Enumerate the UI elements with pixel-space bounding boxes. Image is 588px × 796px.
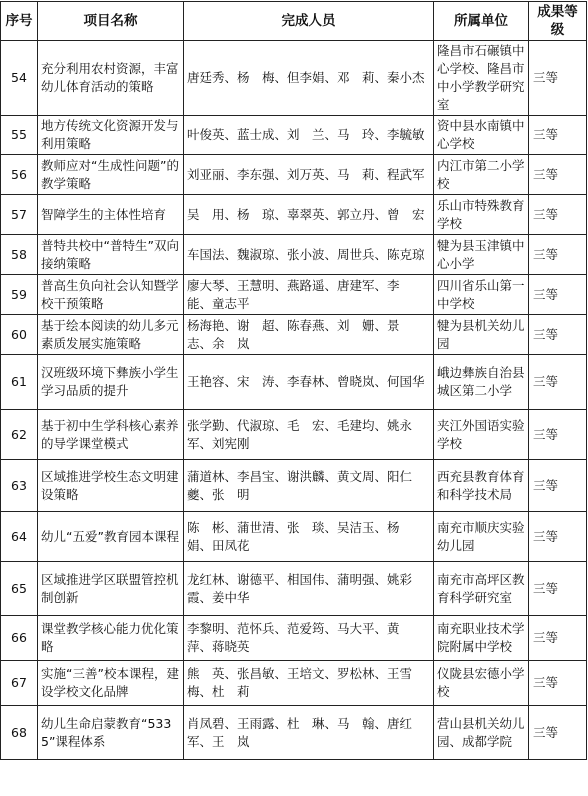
table-row <box>1 315 587 355</box>
members-cell: 叶俊英、蓝士成、刘 兰、马 玲、李毓敏 <box>184 116 434 155</box>
members-cell: 陈 彬、蒲世清、张 琰、吴洁玉、杨 娟、田凤花 <box>184 512 434 562</box>
table-row <box>1 235 587 275</box>
unit-cell: 西充县教育体育和科学技术局 <box>434 460 529 512</box>
grade-cell: 三等 <box>529 562 587 616</box>
members-cell: 李黎明、范怀兵、范爱筠、马大平、黄 萍、蒋晓英 <box>184 616 434 661</box>
table-row <box>1 616 587 661</box>
serial-cell: 65 <box>1 562 38 616</box>
members-cell: 蒲道林、李昌宝、谢洪麟、黄文周、阳仁夔、张 明 <box>184 460 434 512</box>
grade-cell: 三等 <box>529 315 587 355</box>
grade-cell: 三等 <box>529 155 587 195</box>
unit-cell: 犍为县玉津镇中心小学 <box>434 235 529 275</box>
header-grade: 成果等级 <box>529 2 587 41</box>
grade-cell: 三等 <box>529 616 587 661</box>
serial-cell: 55 <box>1 116 38 155</box>
project-name-cell: 幼儿生命启蒙教育“5335”课程体系 <box>38 706 184 760</box>
grade-cell: 三等 <box>529 706 587 760</box>
table-body <box>1 41 587 760</box>
members-cell: 刘亚丽、李东强、刘万英、马 莉、程武军 <box>184 155 434 195</box>
project-name-cell: 实施“三善”校本课程，建设学校文化品牌 <box>38 661 184 706</box>
members-cell: 龙红林、谢德平、相国伟、蒲明强、姚彩霞、姜中华 <box>184 562 434 616</box>
serial-cell: 60 <box>1 315 38 355</box>
unit-cell: 隆昌市石碾镇中心学校、隆昌市中小学教学研究室 <box>434 41 529 116</box>
table-row <box>1 41 587 116</box>
project-name-cell: 区域推进学校生态文明建设策略 <box>38 460 184 512</box>
grade-cell: 三等 <box>529 195 587 235</box>
grade-cell: 三等 <box>529 661 587 706</box>
grade-cell: 三等 <box>529 275 587 315</box>
grade-cell: 三等 <box>529 355 587 410</box>
serial-cell: 64 <box>1 512 38 562</box>
serial-cell: 66 <box>1 616 38 661</box>
project-name-cell: 充分利用农村资源，丰富幼儿体育活动的策略 <box>38 41 184 116</box>
project-name-cell: 基于初中生学科核心素养的导学课堂模式 <box>38 410 184 460</box>
serial-cell: 57 <box>1 195 38 235</box>
serial-cell: 59 <box>1 275 38 315</box>
members-cell: 张学勤、代淑琼、毛 宏、毛建均、姚永军、刘宪刚 <box>184 410 434 460</box>
serial-cell: 63 <box>1 460 38 512</box>
project-name-cell: 教师应对“生成性问题”的教学策略 <box>38 155 184 195</box>
header-serial: 序号 <box>1 2 38 41</box>
header-unit: 所属单位 <box>434 2 529 41</box>
serial-cell: 67 <box>1 661 38 706</box>
unit-cell: 乐山市特殊教育学校 <box>434 195 529 235</box>
table-row <box>1 195 587 235</box>
grade-cell: 三等 <box>529 460 587 512</box>
project-name-cell: 地方传统文化资源开发与利用策略 <box>38 116 184 155</box>
unit-cell: 夹江外国语实验学校 <box>434 410 529 460</box>
grade-cell: 三等 <box>529 116 587 155</box>
grade-cell: 三等 <box>529 41 587 116</box>
awards-table <box>0 1 587 760</box>
members-cell: 熊 英、张昌敏、王培文、罗松林、王雪梅、杜 莉 <box>184 661 434 706</box>
table-row <box>1 410 587 460</box>
table-row <box>1 355 587 410</box>
project-name-cell: 智障学生的主体性培育 <box>38 195 184 235</box>
grade-cell: 三等 <box>529 235 587 275</box>
project-name-cell: 区域推进学区联盟管控机制创新 <box>38 562 184 616</box>
serial-cell: 62 <box>1 410 38 460</box>
serial-cell: 68 <box>1 706 38 760</box>
project-name-cell: 普特共校中“普特生”双向接纳策略 <box>38 235 184 275</box>
serial-cell: 58 <box>1 235 38 275</box>
table-row <box>1 116 587 155</box>
unit-cell: 南充市高坪区教育科学研究室 <box>434 562 529 616</box>
members-cell: 唐廷秀、杨 梅、但李娟、邓 莉、秦小杰 <box>184 41 434 116</box>
project-name-cell: 普高生负向社会认知暨学校干预策略 <box>38 275 184 315</box>
table-row <box>1 155 587 195</box>
serial-cell: 56 <box>1 155 38 195</box>
table-row <box>1 275 587 315</box>
header-members: 完成人员 <box>184 2 434 41</box>
members-cell: 吴 用、杨 琼、辜翠英、郭立丹、曾 宏 <box>184 195 434 235</box>
table-row <box>1 706 587 760</box>
header-project-name: 项目名称 <box>38 2 184 41</box>
unit-cell: 内江市第二小学校 <box>434 155 529 195</box>
table-row <box>1 512 587 562</box>
unit-cell: 南充职业技术学院附属中学校 <box>434 616 529 661</box>
project-name-cell: 基于绘本阅读的幼儿多元素质发展实施策略 <box>38 315 184 355</box>
unit-cell: 四川省乐山第一中学校 <box>434 275 529 315</box>
unit-cell: 仪陇县宏德小学校 <box>434 661 529 706</box>
members-cell: 王艳容、宋 涛、李春林、曾晓岚、何国华 <box>184 355 434 410</box>
grade-cell: 三等 <box>529 512 587 562</box>
table-row <box>1 562 587 616</box>
members-cell: 肖凤碧、王雨露、杜 琳、马 翰、唐红军、王 岚 <box>184 706 434 760</box>
members-cell: 杨海艳、谢 超、陈春燕、刘 姗、景 志、余 岚 <box>184 315 434 355</box>
project-name-cell: 幼儿“五爱”教育园本课程 <box>38 512 184 562</box>
unit-cell: 南充市顺庆实验幼儿园 <box>434 512 529 562</box>
table-row <box>1 661 587 706</box>
unit-cell: 营山县机关幼儿园、成都学院 <box>434 706 529 760</box>
unit-cell: 资中县水南镇中心学校 <box>434 116 529 155</box>
serial-cell: 54 <box>1 41 38 116</box>
project-name-cell: 课堂教学核心能力优化策略 <box>38 616 184 661</box>
members-cell: 车国法、魏淑琼、张小波、周世兵、陈克琼 <box>184 235 434 275</box>
unit-cell: 犍为县机关幼儿园 <box>434 315 529 355</box>
unit-cell: 峨边彝族自治县城区第二小学 <box>434 355 529 410</box>
table-header-row <box>1 2 587 41</box>
grade-cell: 三等 <box>529 410 587 460</box>
members-cell: 廖大琴、王慧明、燕路遥、唐建军、李 能、童志平 <box>184 275 434 315</box>
project-name-cell: 汉班级环境下彝族小学生学习品质的提升 <box>38 355 184 410</box>
serial-cell: 61 <box>1 355 38 410</box>
table-row <box>1 460 587 512</box>
